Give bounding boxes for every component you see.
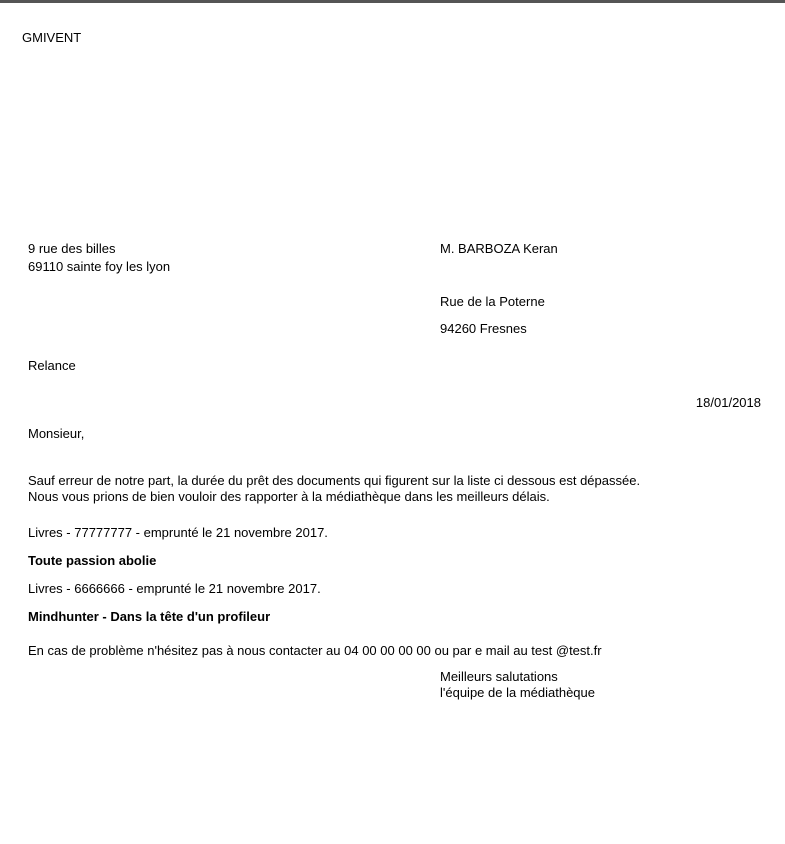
sender-address <box>28 241 170 277</box>
item-2-info: Livres - 6666666 - emprunté le 21 novembre 2017. <box>28 581 321 596</box>
letter-salutation: Monsieur, <box>28 426 85 441</box>
item-2-title: Mindhunter - Dans la tête d'un profileur <box>28 609 271 624</box>
closing <box>440 669 595 701</box>
letter-body-line: Nous vous prions de bien vouloir des rapporter à la médiathèque dans les meilleurs délais. <box>28 489 550 504</box>
closing-signature: l'équipe de la médiathèque <box>440 685 595 700</box>
recipient-city: 94260 Fresnes <box>440 321 527 336</box>
letter-subject: Relance <box>28 358 76 373</box>
letter-date: 18/01/2018 <box>695 395 761 410</box>
letter-body <box>28 473 640 505</box>
top-border <box>0 0 785 3</box>
recipient-name: M. BARBOZA Keran <box>440 241 558 256</box>
sender-city: 69110 sainte foy les lyon <box>28 259 171 274</box>
sender-street: 9 rue des billes <box>28 241 116 256</box>
recipient-street: Rue de la Poterne <box>440 294 545 309</box>
item-1-info: Livres - 77777777 - emprunté le 21 novembre 2017. <box>28 525 328 540</box>
organization-name: GMIVENT <box>22 30 82 45</box>
letter-body-line: Sauf erreur de notre part, la durée du prêt des documents qui figurent sur la liste ci dessous est dépassée. <box>28 473 641 488</box>
item-1-title: Toute passion abolie <box>28 553 157 568</box>
closing-greeting: Meilleurs salutations <box>440 669 558 684</box>
contact-line: En cas de problème n'hésitez pas à nous contacter au 04 00 00 00 00 ou par e mail au test @test.fr <box>28 643 602 658</box>
